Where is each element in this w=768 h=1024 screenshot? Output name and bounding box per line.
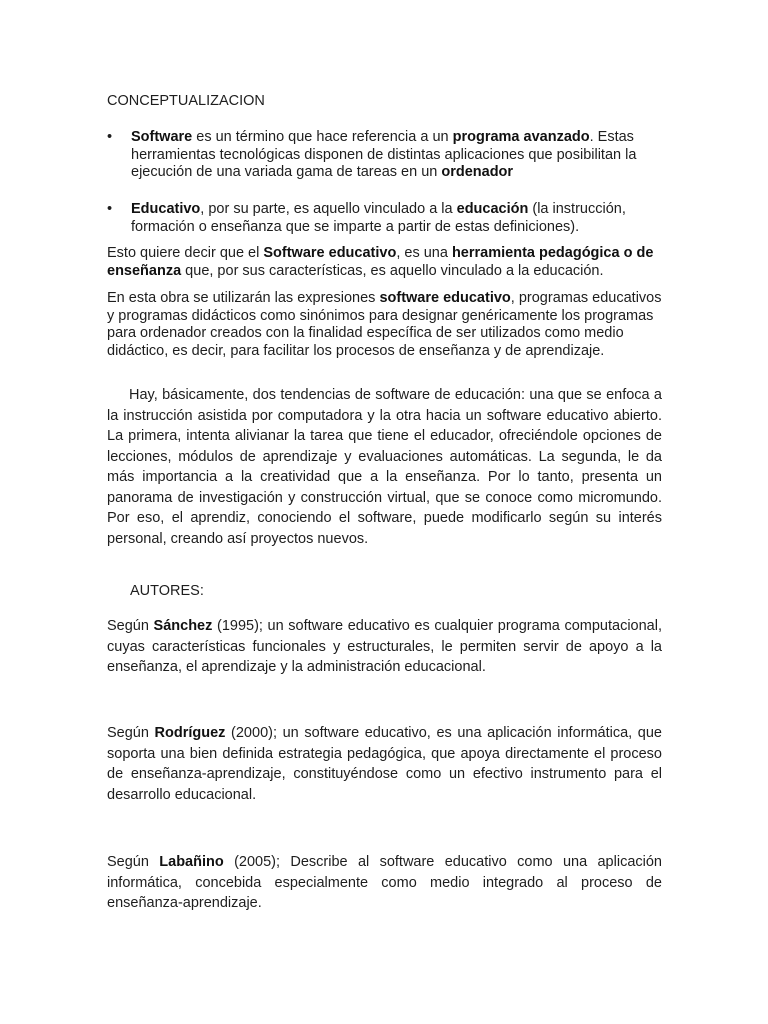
- paragraph-tendencias: Hay, básicamente, dos tendencias de software de educación: una que se enfoca a la instrucción asistida por computadora y la otra hacia un software educativo abierto. La primera, intenta alivianar la tarea que tiene el educador, ofreciéndole opciones de lecciones, módulos de aprendizaje y evaluaciones automáticas. La segunda, le da más importancia a la creatividad que a la enseñanza. Por lo tanto, presenta un panorama de investigación y construcción virtual, que se conoce como micromundo. Por eso, el aprendiz, conociendo el software, puede modificarlo según su interés personal, creando así proyectos nuevos.: [107, 387, 662, 547]
- paragraph-expressions: En esta obra se utilizarán las expresiones software educativo, programas educativos y programas didácticos como sinónimos para designar genéricamente los programas para ordenador creados con la finalidad específica de ser utilizados como medio didáctico, es decir, para facilitar los procesos de enseñanza y de aprendizaje.: [107, 290, 662, 359]
- bullet-text: Software es un término que hace referencia a un programa avanzado. Estas herramientas tecnológicas disponen de distintas aplicaciones que posibilitan la ejecución de una variada gama de tareas en un ordenador: [131, 129, 637, 180]
- author-name: Sánchez: [153, 618, 213, 634]
- author-name: Labañino: [159, 854, 224, 870]
- section-heading: CONCEPTUALIZACION: [107, 93, 265, 109]
- bullet-item-software: [107, 129, 662, 182]
- bullet-item-educativo: [107, 201, 662, 236]
- autores-heading: AUTORES:: [130, 583, 204, 599]
- author-name: Rodríguez: [154, 725, 226, 741]
- bullet-marker: •: [107, 129, 113, 145]
- author-quote-sanchez: Según Sánchez (1995); un software educativo es cualquier programa computacional, cuyas características funcionales y estructurales, le permiten servir de apoyo a la enseñanza, el aprendizaje y la administración educacional.: [107, 618, 662, 675]
- bullet-marker: •: [107, 201, 113, 217]
- bullet-text: Educativo, por su parte, es aquello vinculado a la educación (la instrucción, formación o enseñanza que se imparte a partir de estas definiciones).: [131, 201, 626, 235]
- author-quote-labanino: Según Labañino (2005); Describe al software educativo como una aplicación informática, concebida especialmente como medio integrado al proceso de enseñanza-aprendizaje.: [107, 854, 662, 911]
- author-quote-rodriguez: Según Rodríguez (2000); un software educativo, es una aplicación informática, que soporta una bien definida estrategia pedagógica, que apoya directamente el proceso de enseñanza-aprendizaje, constituyéndose como un efectivo instrumento para el desarrollo educacional.: [107, 725, 662, 803]
- paragraph-definition: Esto quiere decir que el Software educativo, es una herramienta pedagógica o de enseñanza que, por sus características, es aquello vinculado a la educación.: [107, 245, 654, 279]
